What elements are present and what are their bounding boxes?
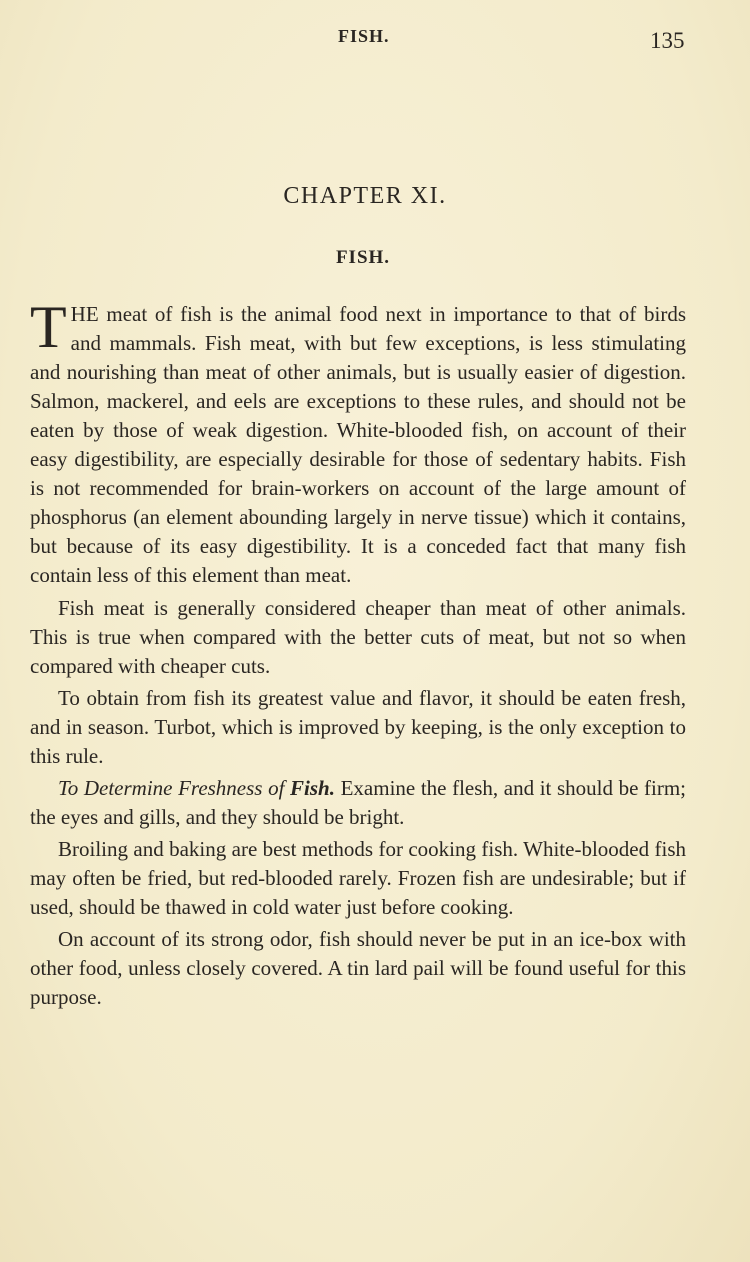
paragraph-cost: Fish meat is generally considered cheaper than meat of other animals. This is true when compared with the better cuts of meat, but not so when compared with cheaper cuts. (30, 596, 686, 678)
section-heading: FISH. (335, 247, 391, 268)
paragraph-intro-text: HE meat of fish is the animal food next in importance to that of birds and mammals. Fish meat, with but few exceptions, is less stimulating and nourishing than meat of other animals, but is usually easier of digestion. Salmon, mackerel, and eels are exceptions to these rules, and should not be eaten by those of weak digestion. White-blooded fish, on account of their easy digestibility, are especially desirable for those of sedentary habits. Fish is not recommended for brain-workers on account of the large amount of phosphorus (an element abounding largely in nerve tissue) which it contains, but because of its easy digestibility. It is a conceded fact that many fish contain less of this element than meat. (30, 302, 686, 587)
freshness-lead-italic: To Determine Freshness of (58, 776, 291, 800)
paragraph-storage: On account of its strong odor, fish should never be put in an ice-box with other food, unless closely covered. A tin lard pail will be found useful for this purpose. (30, 927, 686, 1009)
running-title: FISH. (338, 26, 390, 46)
body-text (30, 294, 686, 1012)
chapter-heading: CHAPTER XI. (283, 183, 447, 209)
paragraph-cooking-methods: Broiling and baking are best methods for cooking fish. White-blooded fish may often be fried, but red-blooded rarely. Frozen fish are undesirable; but if used, should be thawed in cold water just before cooking. (30, 837, 686, 919)
drop-cap: T (30, 294, 67, 360)
freshness-text: Examine the flesh, and it should be firm; the eyes and gills, and they should be bright. (30, 776, 686, 829)
page-number: 135 (650, 28, 685, 53)
paragraph-determine-freshness (30, 774, 686, 832)
paragraph-intro (30, 294, 686, 590)
running-head (0, 24, 750, 54)
paragraph-freshness-value: To obtain from fish its greatest value and flavor, it should be eaten fresh, and in season. Turbot, which is improved by keeping, is the only exception to this rule. (30, 686, 686, 768)
freshness-lead-bold: Fish. (290, 776, 335, 800)
